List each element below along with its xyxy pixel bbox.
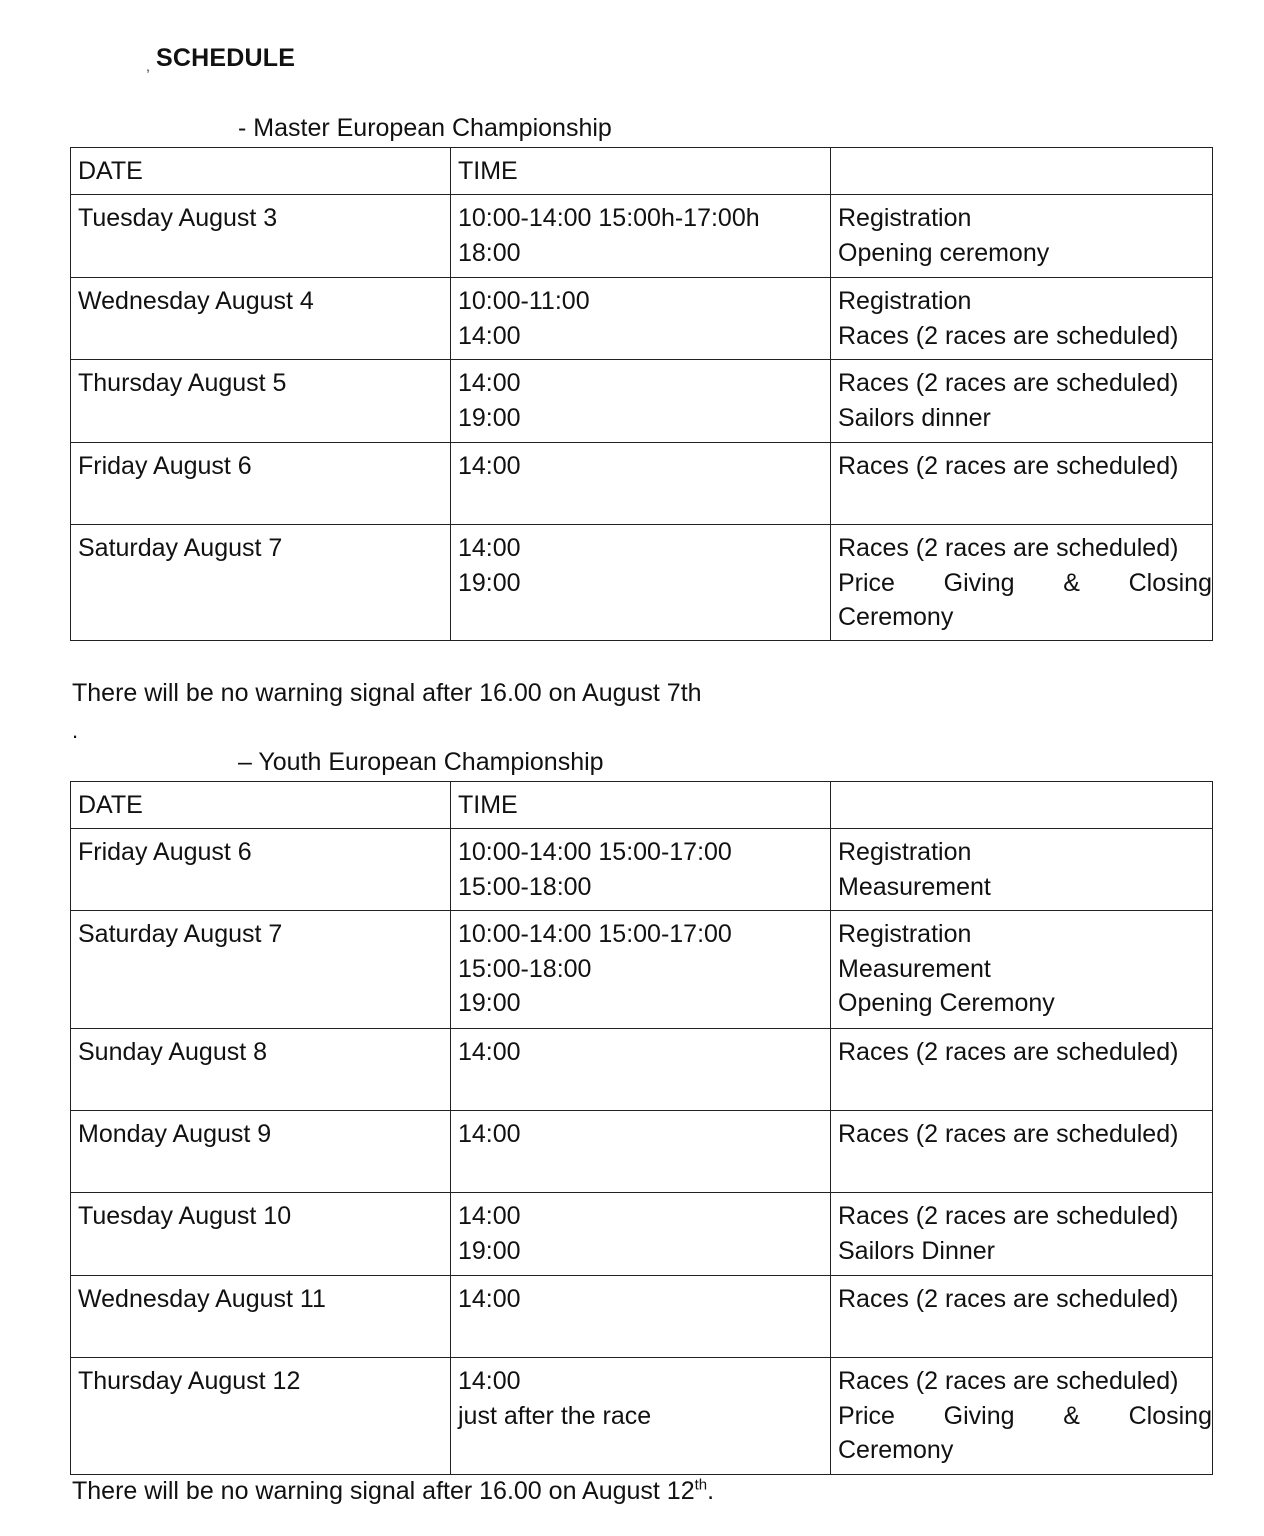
time-text: 15:00-18:00 [458, 872, 592, 901]
time-text: 10:00-14:00 15:00-17:00 [458, 920, 732, 948]
time-cell [451, 360, 831, 443]
event-text: Sailors dinner [838, 403, 991, 432]
event-text: Races (2 races are scheduled) [838, 534, 1179, 562]
date-cell [71, 443, 451, 525]
time-cell [451, 278, 831, 360]
event-text: Ceremony [838, 603, 954, 631]
time-text: 19:00 [458, 1236, 521, 1265]
event-cell [831, 829, 1213, 911]
event-text: Measurement [838, 872, 991, 901]
event-text-justified [838, 566, 1212, 601]
event-cell [831, 443, 1213, 525]
youth-note-sup: th [694, 1476, 708, 1494]
table-row [71, 911, 1213, 1029]
time-cell [451, 911, 831, 1029]
date-cell [71, 1029, 451, 1111]
event-text: Races (2 races are scheduled) [838, 1120, 1179, 1148]
time-cell [451, 1111, 831, 1193]
event-cell [831, 1276, 1213, 1358]
header-time: TIME [451, 782, 831, 829]
event-text: Races (2 races are scheduled) [838, 1038, 1179, 1066]
time-text: 14:00 [458, 1120, 521, 1148]
date-text: Saturday August 7 [78, 534, 283, 562]
date-text: Saturday August 7 [78, 920, 283, 948]
table-row [71, 1111, 1213, 1193]
time-text: 14:00 [458, 534, 521, 562]
table-row [71, 360, 1213, 443]
table-row [71, 1193, 1213, 1276]
time-text: 14:00 [458, 369, 521, 397]
master-subtitle: - Master European Championship [238, 114, 612, 142]
date-cell [71, 1111, 451, 1193]
time-text: 10:00-14:00 15:00h-17:00h [458, 204, 760, 232]
time-cell [451, 829, 831, 911]
time-cell [451, 525, 831, 641]
event-cell [831, 195, 1213, 278]
date-cell [71, 195, 451, 278]
event-cell [831, 911, 1213, 1029]
time-text: 15:00-18:00 [458, 954, 592, 983]
event-cell [831, 1029, 1213, 1111]
event-cell [831, 1358, 1213, 1475]
event-text: Registration [838, 287, 972, 315]
event-word: & [1063, 1401, 1080, 1430]
table-row [71, 525, 1213, 641]
date-cell [71, 278, 451, 360]
date-text: Tuesday August 10 [78, 1202, 292, 1230]
date-cell [71, 525, 451, 641]
table-row [71, 1276, 1213, 1358]
header-event [831, 148, 1213, 195]
date-text: Monday August 9 [78, 1120, 272, 1148]
youth-note [72, 1477, 714, 1506]
event-cell [831, 278, 1213, 360]
event-cell [831, 525, 1213, 641]
date-text: Sunday August 8 [78, 1038, 268, 1066]
event-word: Giving [943, 568, 1015, 597]
time-text: 14:00 [458, 1038, 521, 1066]
time-cell [451, 1193, 831, 1276]
time-text: 14:00 [458, 321, 521, 350]
header-date: DATE [71, 148, 451, 195]
header-time: TIME [451, 148, 831, 195]
time-text: 18:00 [458, 238, 521, 267]
youth-subtitle: – Youth European Championship [238, 748, 604, 776]
event-cell [831, 360, 1213, 443]
event-text: Races (2 races are scheduled) [838, 1367, 1179, 1395]
date-cell [71, 911, 451, 1029]
table-header-row [71, 148, 1213, 195]
date-text: Thursday August 12 [78, 1367, 301, 1395]
event-word: & [1063, 568, 1080, 597]
event-text: Races (2 races are scheduled) [838, 369, 1179, 397]
table-row [71, 443, 1213, 525]
time-text: just after the race [458, 1401, 652, 1430]
table-row [71, 829, 1213, 911]
event-text: Opening ceremony [838, 238, 1050, 267]
time-text: 19:00 [458, 989, 521, 1017]
master-note: There will be no warning signal after 16.00 on August 7th [72, 679, 702, 707]
time-cell [451, 195, 831, 278]
event-text: Sailors Dinner [838, 1236, 996, 1265]
table-row [71, 1358, 1213, 1475]
date-text: Friday August 6 [78, 838, 252, 866]
header-event [831, 782, 1213, 829]
time-text: 14:00 [458, 452, 521, 480]
date-text: Tuesday August 3 [78, 204, 278, 232]
event-text: Registration [838, 204, 972, 232]
table-row [71, 278, 1213, 360]
event-cell [831, 1111, 1213, 1193]
event-text: Opening Ceremony [838, 989, 1055, 1017]
time-text: 19:00 [458, 403, 521, 432]
event-text: Races (2 races are scheduled) [838, 1285, 1179, 1313]
event-text: Ceremony [838, 1436, 954, 1464]
separator-dot: . [72, 718, 79, 743]
event-text: Races (2 races are scheduled) [838, 321, 1179, 350]
table-row [71, 195, 1213, 278]
date-cell [71, 1276, 451, 1358]
date-cell [71, 360, 451, 443]
youth-schedule-table [70, 781, 1213, 1475]
youth-note-text: There will be no warning signal after 16.00 on August 12 [72, 1477, 695, 1505]
heading-mark: , [146, 58, 150, 74]
date-cell [71, 1358, 451, 1475]
time-cell [451, 1276, 831, 1358]
time-text: 19:00 [458, 568, 521, 597]
event-word: Closing [1128, 1401, 1212, 1430]
event-word: Closing [1128, 568, 1212, 597]
master-schedule-table [70, 147, 1213, 641]
event-text: Races (2 races are scheduled) [838, 452, 1179, 480]
time-text: 14:00 [458, 1285, 521, 1313]
time-text: 14:00 [458, 1202, 521, 1230]
event-word: Price [838, 1401, 895, 1430]
time-text: 10:00-11:00 [458, 287, 590, 315]
page-title: SCHEDULE [156, 44, 296, 72]
date-cell [71, 829, 451, 911]
date-text: Wednesday August 4 [78, 287, 314, 315]
date-text: Wednesday August 11 [78, 1285, 326, 1313]
time-text: 14:00 [458, 1367, 521, 1395]
date-text: Thursday August 5 [78, 369, 287, 397]
time-cell [451, 1029, 831, 1111]
event-text: Registration [838, 920, 972, 948]
youth-note-end: . [707, 1477, 715, 1505]
event-text: Measurement [838, 954, 991, 983]
time-text: 10:00-14:00 15:00-17:00 [458, 838, 732, 866]
date-cell [71, 1193, 451, 1276]
time-cell [451, 443, 831, 525]
event-text: Registration [838, 838, 972, 866]
date-text: Friday August 6 [78, 452, 252, 480]
event-word: Giving [943, 1401, 1015, 1430]
event-text: Races (2 races are scheduled) [838, 1202, 1179, 1230]
event-cell [831, 1193, 1213, 1276]
table-row [71, 1029, 1213, 1111]
time-cell [451, 1358, 831, 1475]
table-header-row [71, 782, 1213, 829]
event-text-justified [838, 1399, 1212, 1434]
header-date: DATE [71, 782, 451, 829]
event-word: Price [838, 568, 895, 597]
